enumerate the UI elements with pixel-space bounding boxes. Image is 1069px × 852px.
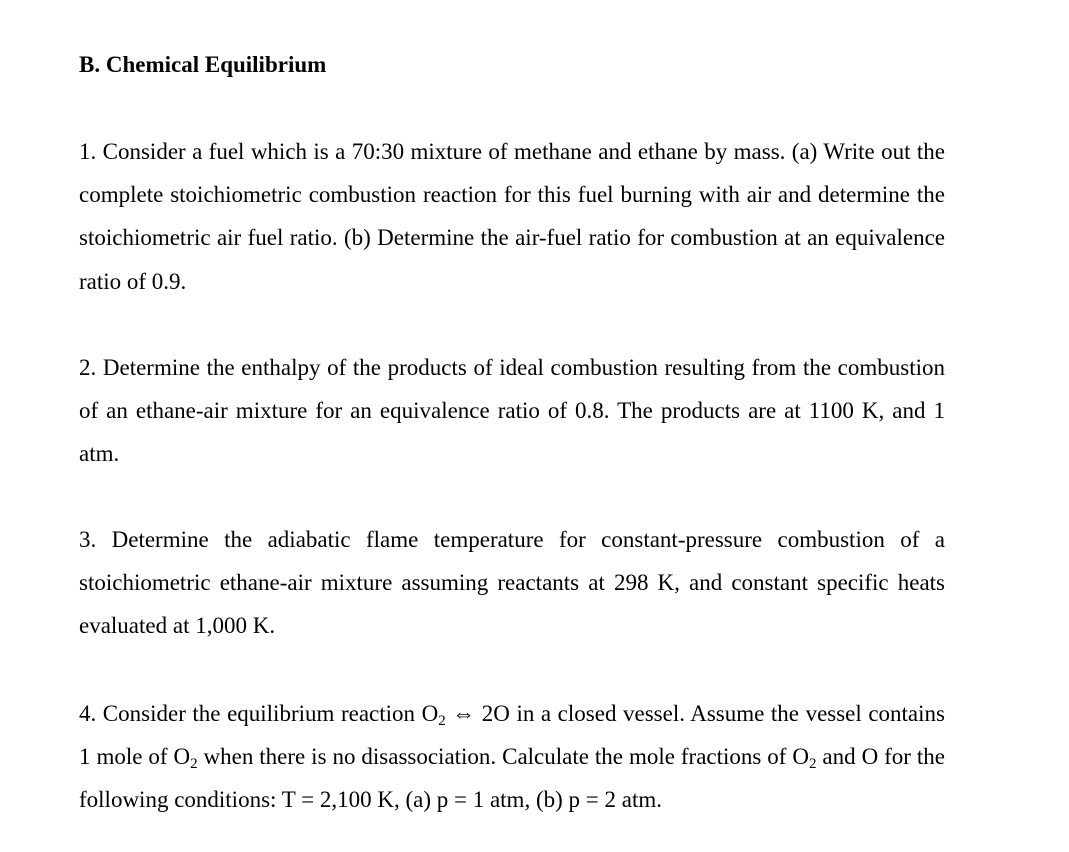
section-heading: B. Chemical Equilibrium (79, 52, 327, 77)
problem-1: 1. Consider a fuel which is a 70:30 mixture of methane and ethane by mass. (a) Write out the complete stoichiometric combustion reaction for this fuel burning with air and determine the stoichiometric air fuel ratio. (b) Determine the air-fuel ratio for combustion at an equivalence ratio of 0.9. (79, 139, 945, 294)
problem-4-subscript: 2 (438, 713, 446, 729)
problem-4-text-c: when there is no disassociation. Calculate the mole fractions of O (197, 744, 809, 770)
problem-4-text-a: 4. Consider the equilibrium reaction O (79, 701, 439, 726)
problem-3: 3. Determine the adiabatic flame temperature for constant-pressure combustion of a stoichiometric ethane-air mixture assuming reactants at 298 K, and constant specific heats evaluated at 1,000 K. (79, 527, 945, 639)
problem-4 (79, 692, 945, 822)
problem-4-subscript: 2 (190, 756, 198, 773)
problem-4-text-d: and O for the following conditions: T = 2,100 K, (a) p = 1 atm, (b) p = 2 atm. (79, 744, 945, 813)
problem-4-subscript: 2 (808, 756, 817, 773)
problem-2: 2. Determine the enthalpy of the products of ideal combustion resulting from the combustion of an ethane-air mixture for an equivalence ratio of 0.8. The products are at 1100 K, and 1 atm. (79, 355, 945, 467)
problem-4-text-b: ⇔ 2O in a closed vessel. Assume the vessel contains 1 mole of O (79, 701, 945, 770)
